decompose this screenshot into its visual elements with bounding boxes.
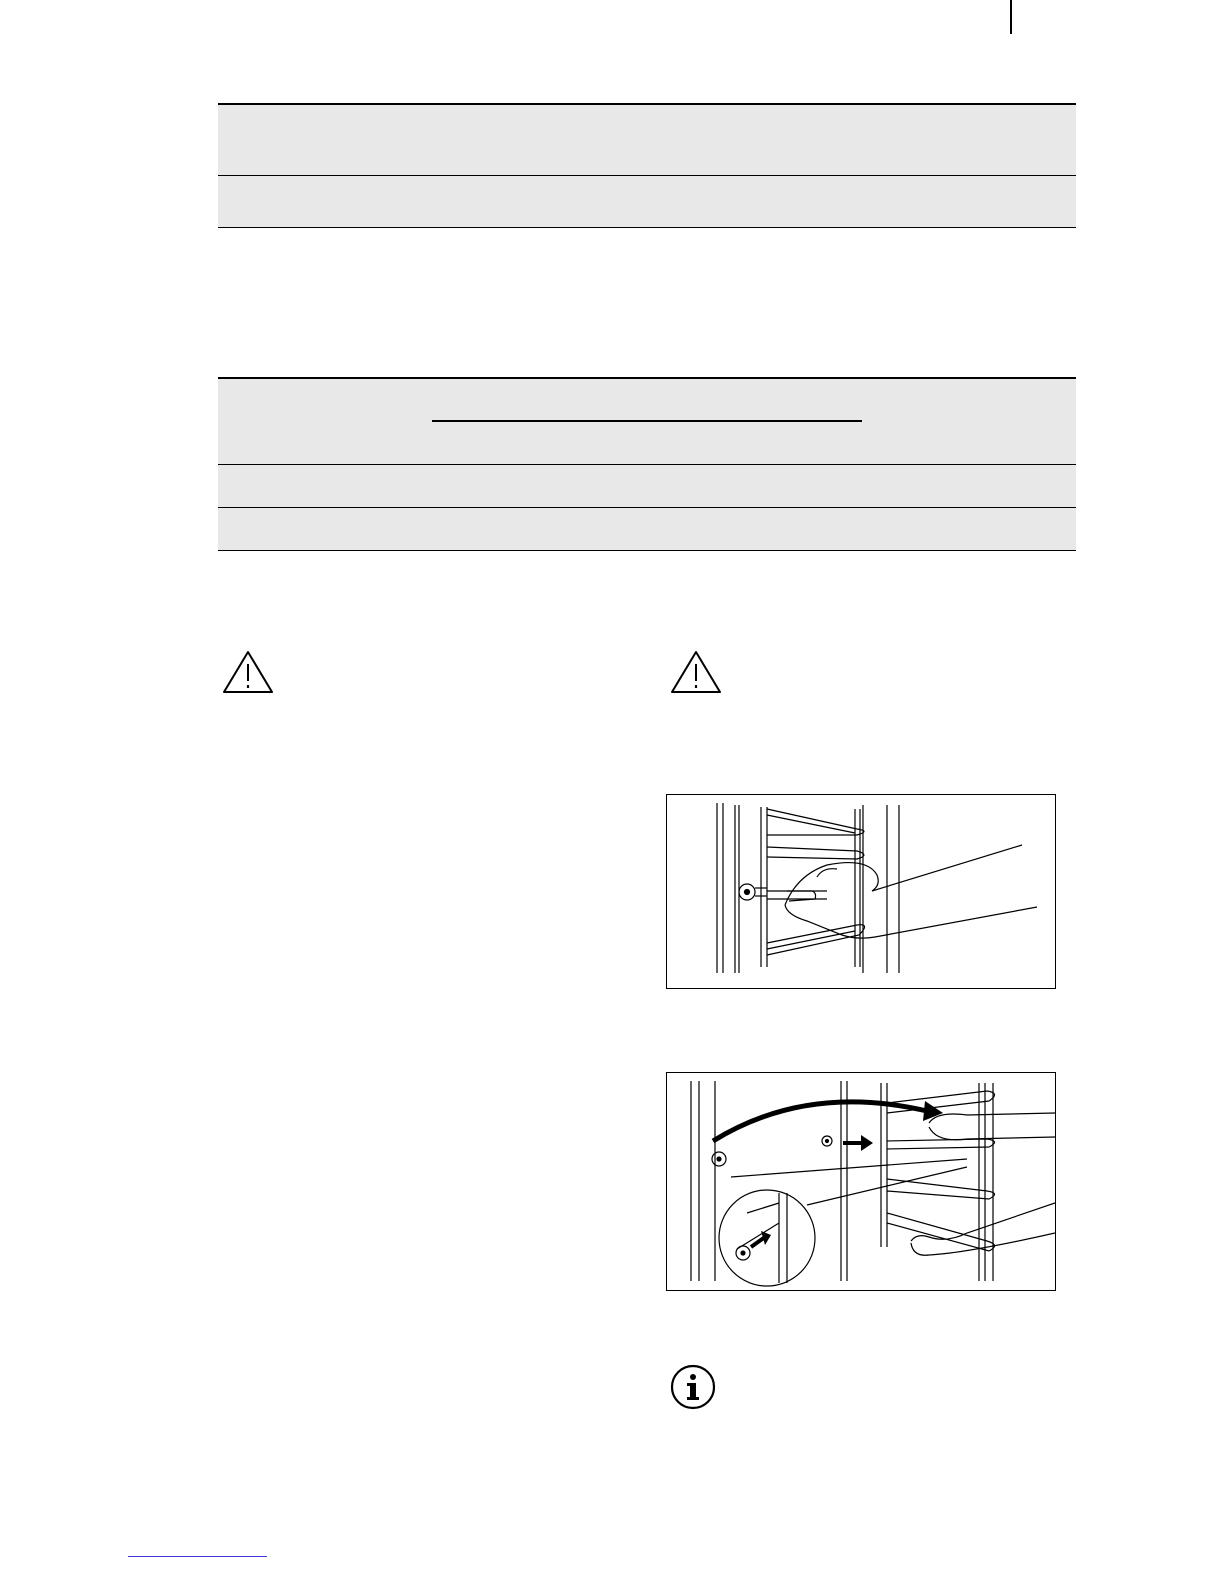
figure-shelf-support-removal [666, 794, 1056, 989]
table-header-row [218, 379, 1076, 465]
table-row [218, 176, 1076, 228]
warning-icon [222, 650, 274, 699]
table-row [218, 508, 1076, 551]
page-edge-mark [1010, 0, 1012, 34]
table-row [218, 105, 1076, 176]
figure-shelf-support-installation [666, 1072, 1056, 1291]
footer-link-underline[interactable] [128, 1556, 267, 1557]
table-header-underline [432, 420, 862, 422]
table-middle [218, 377, 1076, 551]
table-row [218, 465, 1076, 508]
table-top [218, 103, 1076, 228]
info-icon [670, 1364, 716, 1415]
warning-icon [670, 650, 722, 699]
